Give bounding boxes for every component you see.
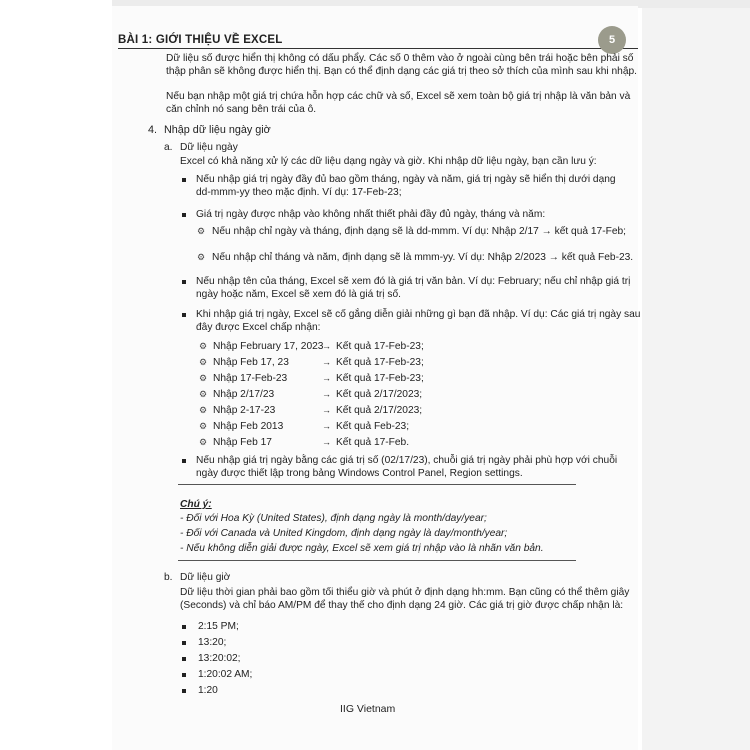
note-line: - Nếu không diễn giải được ngày, Excel sẽ xem giá trị nhập vào là nhãn văn bản. [180,543,544,554]
bullet-icon [182,280,186,284]
note-line: - Đối với Hoa Kỳ (United States), định dạng ngày là month/day/year; [180,513,487,524]
subsection-title: Dữ liệu ngày [180,142,238,153]
bullet-text: ngày hoặc năm, Excel sẽ xem đó là giá trị số. [196,289,401,300]
bullet-icon [182,313,186,317]
bullet-icon [182,673,186,677]
arrow-icon: → [322,437,331,447]
bullet-text: Nếu nhập giá trị ngày bằng các giá trị số (02/17/23), chuỗi giá trị ngày phải phù hợp với chuỗi [196,455,618,466]
sub-bullet-text: Nếu nhập chỉ tháng và năm, định dạng sẽ là mmm-yy. Ví dụ: Nhập 2/2023 → kết quả Feb-23. [212,252,634,263]
example-input: Nhập Feb 17, 23 [213,357,289,368]
header-divider [118,48,638,49]
example-input: Nhập February 17, 2023 [213,341,324,352]
gear-bullet-icon: ⚙ [197,226,206,236]
example-input: Nhập Feb 2013 [213,421,284,432]
example-result: Kết quả 2/17/2023; [336,389,423,400]
note-line: - Đối với Canada và United Kingdom, định dạng ngày là day/month/year; [180,528,508,539]
subsection-intro: Excel có khả năng xử lý các dữ liệu dạng ngày và giờ. Khi nhập dữ liệu ngày, bạn cần lưu ý: [180,156,597,167]
section-title: Nhập dữ liệu ngày giờ [164,124,271,136]
subsection-letter: a. [164,142,173,153]
page-number-badge: 5 [598,26,626,54]
gear-bullet-icon: ⚙ [199,437,208,447]
arrow-icon: → [322,405,331,415]
example-input: Nhập 17-Feb-23 [213,373,288,384]
gear-bullet-icon: ⚙ [197,252,206,262]
arrow-icon: → [322,373,331,383]
note-bottom-divider [178,560,576,561]
bullet-text: đây được Excel chấp nhận: [196,322,321,333]
bullet-text: Nếu nhập giá trị ngày đầy đủ bao gồm tháng, ngày và năm, giá trị ngày sẽ hiển thị dưới dạng [196,174,616,185]
example-result: Kết quả 17-Feb-23; [336,341,424,352]
bullet-text: ngày được thiết lập trong bảng Windows Control Panel, Region settings. [196,468,523,479]
gear-bullet-icon: ⚙ [199,373,208,383]
arrow-icon: → [322,341,331,351]
page-margin-right [642,0,750,750]
sub-bullet-text: Nếu nhập chỉ ngày và tháng, định dạng sẽ là dd-mmm. Ví dụ: Nhập 2/17 → kết quả 17-Feb; [212,226,626,237]
example-input: Nhập Feb 17 [213,437,272,448]
note-top-divider [178,484,576,485]
paragraph-line: (Seconds) và chỉ báo AM/PM để thay thế cho định dạng 24 giờ. Các giá trị giờ được chấp nhận là: [180,600,624,611]
intro-line: Dữ liệu số được hiển thị không có dấu phẩy. Các số 0 thêm vào ở ngoài cùng bên trái hoặc bên phải số [166,53,634,64]
page-margin-left [0,0,112,750]
example-result: Kết quả 2/17/2023; [336,405,423,416]
bullet-icon [182,213,186,217]
gear-bullet-icon: ⚙ [199,341,208,351]
bullet-icon [182,641,186,645]
arrow-icon: → [322,357,331,367]
bullet-icon [182,657,186,661]
subsection-letter: b. [164,572,173,583]
example-result: Kết quả 17-Feb-23; [336,357,424,368]
time-value: 2:15 PM; [198,621,239,632]
bullet-text: dd-mmm-yy theo mặc định. Ví dụ: 17-Feb-23; [196,187,402,198]
chapter-title: BÀI 1: GIỚI THIỆU VỀ EXCEL [118,34,283,46]
bullet-text: Nếu nhập tên của tháng, Excel sẽ xem đó là giá trị văn bản. Ví dụ: February; nếu chỉ nhập giá trị [196,276,631,287]
bullet-icon [182,178,186,182]
intro-line: căn chỉnh nó sang bên trái của ô. [166,104,317,115]
gear-bullet-icon: ⚙ [199,389,208,399]
intro-line: thập phân sẽ không được hiển thị. Bạn có thể định dạng các giá trị theo sở thích của mình sau khi nhập. [166,66,637,77]
intro-line: Nếu bạn nhập một giá trị chứa hỗn hợp các chữ và số, Excel sẽ xem toàn bộ giá trị nhập là văn bản và [166,91,631,102]
subsection-title: Dữ liệu giờ [180,572,231,583]
arrow-icon: → [322,421,331,431]
time-value: 13:20:02; [198,653,241,664]
example-input: Nhập 2-17-23 [213,405,276,416]
bullet-icon [182,625,186,629]
section-number: 4. [148,124,158,136]
time-value: 1:20:02 AM; [198,669,253,680]
note-title: Chú ý: [180,499,212,510]
example-input: Nhập 2/17/23 [213,389,275,400]
time-value: 13:20; [198,637,227,648]
page-footer: IIG Vietnam [340,703,396,715]
paragraph-line: Dữ liệu thời gian phải bao gồm tối thiểu giờ và phút ở định dạng hh:mm. Bạn cũng có thể thêm giây [180,587,630,598]
example-result: Kết quả Feb-23; [336,421,410,432]
bullet-text: Khi nhập giá trị ngày, Excel sẽ cố gắng diễn giải những gì bạn đã nhập. Ví dụ: Các giá trị ngày sau [196,309,641,320]
bullet-icon [182,459,186,463]
gear-bullet-icon: ⚙ [199,405,208,415]
example-result: Kết quả 17-Feb. [336,437,410,448]
arrow-icon: → [322,389,331,399]
bullet-text: Giá trị ngày được nhập vào không nhất thiết phải đầy đủ ngày, tháng và năm: [196,209,546,220]
time-value: 1:20 [198,685,218,696]
gear-bullet-icon: ⚙ [199,357,208,367]
example-result: Kết quả 17-Feb-23; [336,373,424,384]
gear-bullet-icon: ⚙ [199,421,208,431]
bullet-icon [182,689,186,693]
